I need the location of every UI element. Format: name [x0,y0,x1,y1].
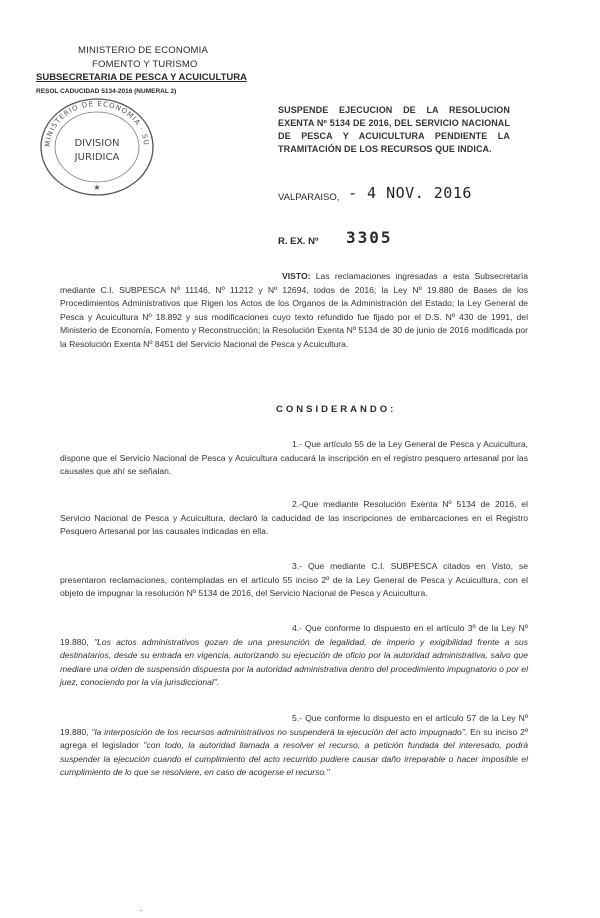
item-3-text: 3.- Que mediante C.I. SUBPESCA citados en Visto, se presentaron reclamaciones, contempladas en el artículo 55 inciso 2º de la Ley General de Pesca y Acuicultura, con el objeto de impugnar la resolución Nº 5134 de 2016, del Servicio Nacional de Pesca y Acuicultura. [60,561,528,599]
stamp-seal-icon [36,94,158,200]
item-1-text: 1.- Que artículo 55 de la Ley General de Pesca y Acuicultura, dispone que el Servicio Nacional de Pesca y Acuicultura caducará la inscripción en el registro pesquero artesanal por las causales que ahí se señalan. [60,439,528,477]
ministry-name: MINISTERIO DE ECONOMIA [78,45,209,56]
resolution-subject: SUSPENDE EJECUCION DE LA RESOLUCION EXENTA Nº 5134 DE 2016, DEL SERVICIO NACIONAL DE PESCA Y ACUICULTURA PENDIENTE LA TRAMITACIÓN DE LOS RECURSOS QUE INDICA. [278,105,510,154]
considerando-item-4 [60,622,528,690]
considerando-title: CONSIDERANDO: [276,404,397,415]
considerando-item-2 [60,498,528,539]
item-5-quote-2: "con todo, la autoridad llamada a resolver el recurso, a petición fundada del interesado, podrá suspender la ejecución cuando el cumplimiento del acto recurrido pudiere causar daño irreparable o hacer imposible el cumplimiento de lo que se resolviere, en caso de acogerse el recurso." [60,740,528,778]
svg-text:★: ★ [93,183,101,192]
rex-number: 3305 [346,228,393,247]
visto-label: VISTO: [282,271,311,281]
division-juridica-stamp [36,94,158,200]
item-5-text: 5.- Que conforme lo dispuesto en el artículo 57 de la Ley Nº 19.880, [60,713,528,737]
footer-mark: - [140,906,143,915]
stamp-line-2: JURIDICA [74,152,120,163]
place-label: VALPARAISO, [278,192,340,203]
considerando-item-5 [60,712,528,780]
stamp-line-1: DIVISION [74,138,120,149]
item-5-text-b: En su inciso 2º agrega el legislador [60,726,529,751]
rex-label: R. EX. Nº [278,236,319,247]
item-4-text: 4.- Que conforme lo dispuesto en el artículo 3º de la Ley Nº 19.880, [60,623,528,647]
ministry-subtitle: FOMENTO Y TURISMO [92,59,198,70]
considerando-item-1 [60,438,528,479]
item-2-text: 2.-Que mediante Resolución Exenta Nº 5134 de 2016, el Servicio Nacional de Pesca y Acuicultura, declaró la caducidad de las inscripciones de embarcaciones en el Registro Pesquero Artesanal por las causales indicadas en ella. [60,499,528,537]
date-stamp: - 4 NOV. 2016 [348,184,472,202]
reference-line: RESOL CADUCIDAD 5134-2016 (NUMERAL 2) [36,88,177,95]
item-5-quote-1: "la interposición de los recursos administrativos no suspenderá la ejecución del acto impugnado". [91,726,468,737]
visto-paragraph [60,270,528,352]
item-4-quote: "Los actos administrativos gozan de una presunción de legalidad, de imperio y exigibilidad frente a sus destinatarios, desde su entrada en vigencia, autorizando su ejecución de oficio por la autoridad administrativa, salvo que mediare una orden de suspensión dispuesta por la autoridad administrativa dentro del procedimiento impugnatorio o por el juez, conociendo por la vía jurisdiccional". [60,636,528,688]
considerando-item-3 [60,560,528,601]
subsecretaria-title: SUBSECRETARIA DE PESCA Y ACUICULTURA [36,72,247,83]
stamp-ring-text: MINISTERIO DE ECONOMIA · SU [43,99,151,148]
visto-text: Las reclamaciones ingresadas a esta Subsecretaría mediante C.I. SUBPESCA Nº 11146, Nº 11212 y Nº 12694, todos de 2016; la Ley Nº 19.880 de Bases de los Procedimientos Administrativos que Rigen los Actos de los Organos de la Administración del Estado; la Ley General de Pesca y Acuicultura Nº 18.892 y sus modificaciones cuyo texto refundido fue fijado por el D.S. Nº 430 de 1991, del Ministerio de Economía, Fomento y Reconstrucción; la Resolución Exenta Nº 5134 de 30 de junio de 2016 modificada por la Resolución Exenta Nº 8451 del Servicio Nacional de Pesca y Acuicultura. [60,271,528,349]
